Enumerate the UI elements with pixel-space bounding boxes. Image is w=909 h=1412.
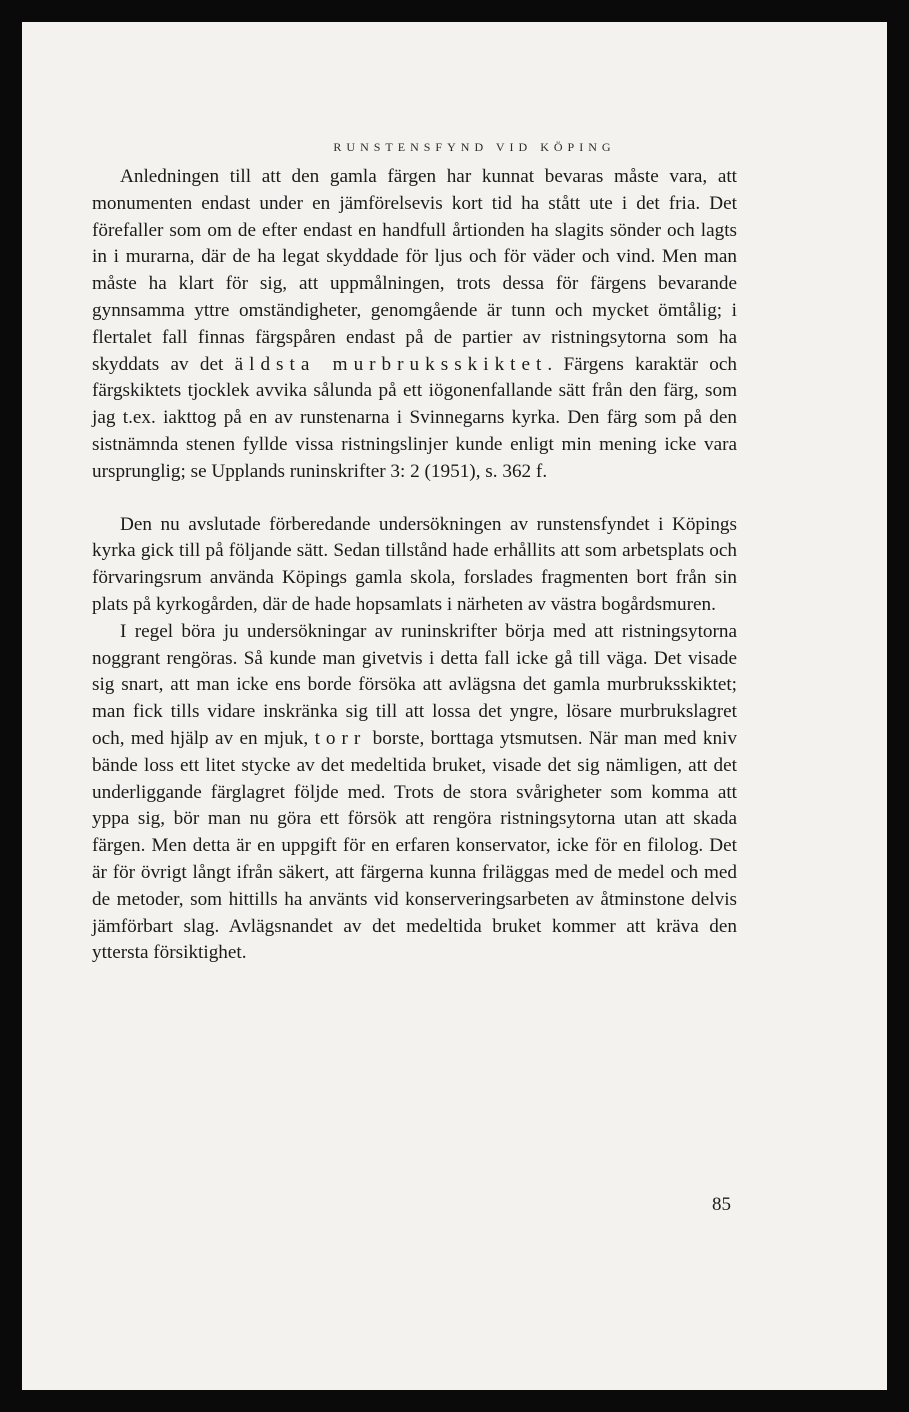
paragraph-3-text-b: borste, borttaga ytsmutsen. När man med kniv bände loss ett litet stycke av det medeltida bruket, visade det sig nämligen, att det underliggande färglagret följde med. Trots de stora svårigheter som komma att yppa sig, bör man nu göra ett försök att rengöra ristningsytorna utan att skada färgen. Men detta är en uppgift för en erfaren konservator, icke för en filolog. Det är för övrigt långt ifrån säkert, att färgerna kunna friläggas med de medel och med de metoder, som hittills ha använts vid konserveringsarbeten av åtminstone delvis jämförbart slag. Avlägsnandet av det medeltida bruket kommer att kräva den yttersta försiktighet. bbox=[92, 727, 737, 964]
book-page bbox=[22, 22, 887, 1390]
spaced-emphasis-torr: torr bbox=[314, 727, 367, 749]
paragraph-1-text-a: Anledningen till att den gamla färgen har kunnat bevaras måste vara, att monumenten endast under en jämförelsevis kort tid ha stått ute i det fria. Det förefaller som om de efter endast en handfull årtionden ha slagits sönder och lagts in i murarna, där de ha legat skyddade för ljus och för väder och vind. Men man måste ha klart för sig, att uppmålningen, trots dessa för färgens bevarande gynnsamma yttre omständigheter, genomgående är tunn och mycket ömtålig; i flertalet fall finnas färgspåren endast på de partier av ristningsytorna som ha skyddats av det bbox=[92, 166, 737, 375]
body-text bbox=[92, 164, 737, 967]
paragraph-3-text-a: I regel böra ju undersökningar av runinskrifter börja med att ristningsytorna noggrant rengöras. Så kunde man givetvis i detta fall icke gå till väga. Det visade sig snart, att man icke ens borde försöka att avlägsna det gamla murbruksskiktet; man fick tills vidare inskränka sig till att lossa det yngre, lösare murbrukslagret och, med hjälp av en mjuk, bbox=[92, 620, 737, 749]
paragraph-2: Den nu avslutade förberedande undersökningen av runstensfyndet i Köpings kyrka gick till på följande sätt. Sedan tillstånd hade erhållits att som arbetsplats och förvaringsrum använda Köpings gamla skola, forslades fragmenten bort från sin plats på kyrkogården, där de hade hopsamlats i närheten av västra bogårdsmuren. bbox=[92, 513, 737, 615]
paragraph-1 bbox=[92, 164, 737, 486]
paragraph-1-text-b: . Färgens karaktär och färgskiktets tjocklek avvika sålunda på ett iögonenfallande sätt från den färg, som jag t.ex. iakttog på en av runstenarna i Svinnegarns kyrka. Den färg som på den sistnämnda stenen fyllde vissa ristningslinjer kunde enligt min mening icke vara ursprunglig; se Upplands runinskrifter 3: 2 (1951), s. 362 f. bbox=[92, 353, 737, 482]
page-number: 85 bbox=[712, 1194, 731, 1215]
running-head: RUNSTENSFYND VID KÖPING bbox=[333, 140, 616, 154]
paragraph-3 bbox=[92, 619, 737, 967]
spaced-emphasis-aldsta-murbruksskiktet: äldsta murbruksskiktet bbox=[234, 353, 548, 375]
